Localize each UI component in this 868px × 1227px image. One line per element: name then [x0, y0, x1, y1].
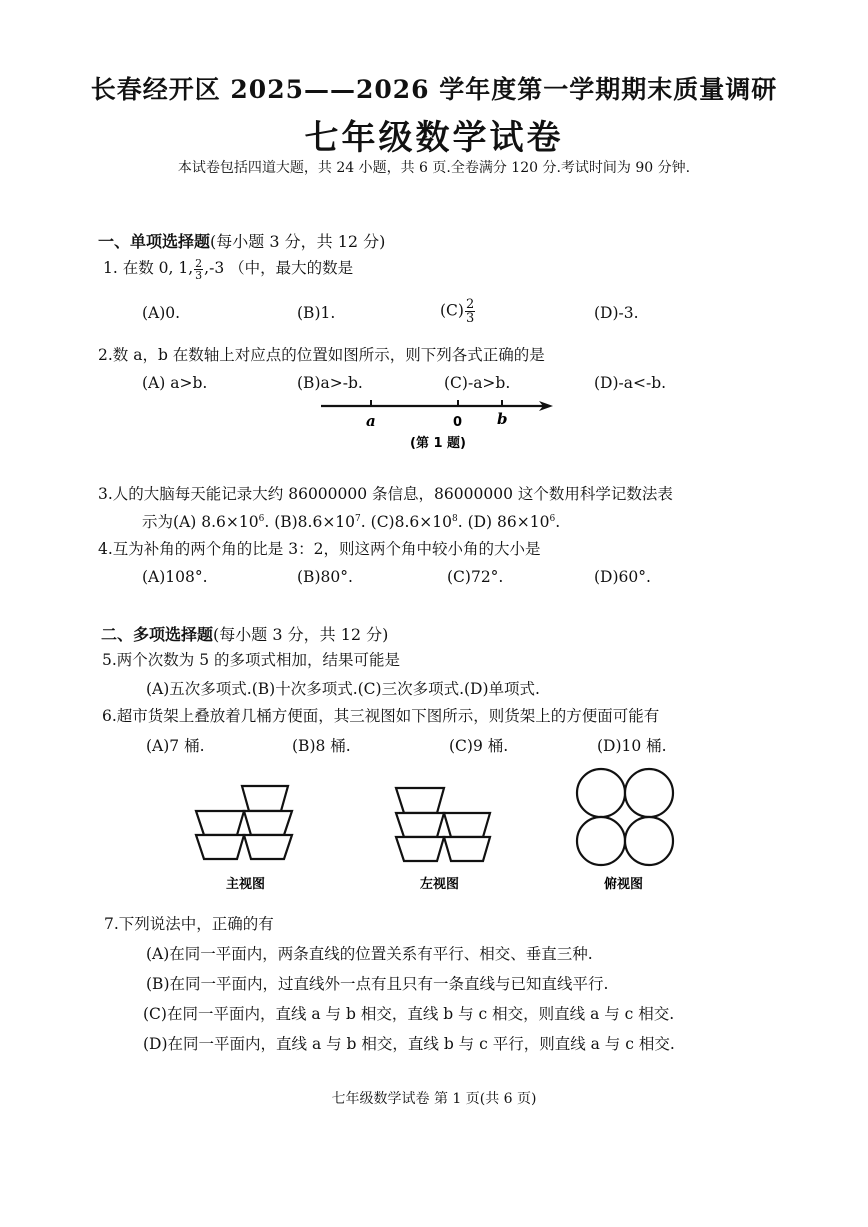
q1-option-d: (D)-3.	[594, 304, 639, 322]
q6-option-a: (A)7 桶.	[146, 737, 205, 755]
left-view-figure	[390, 780, 500, 898]
circle-top-left	[577, 769, 625, 817]
q1-option-c-num: 2	[465, 297, 475, 312]
section2-heading	[101, 622, 388, 645]
q6-option-c: (C)9 桶.	[449, 737, 509, 755]
circle-bottom-right	[625, 817, 673, 865]
q5-options: (A)五次多项式.(B)十次多项式.(C)三次多项式.(D)单项式.	[146, 680, 540, 698]
q6-stem: 6.超市货架上叠放着几桶方便面，其三视图如下图所示，则货架上的方便面可能有	[102, 707, 660, 725]
q3-option-d: (D) 86×10	[467, 513, 550, 531]
label-a: a	[366, 412, 376, 430]
q7-option-b: (B)在同一平面内，过直线外一点有且只有一条直线与已知直线平行.	[146, 975, 609, 993]
bowl-bottom-right	[244, 835, 292, 859]
circle-top-right	[625, 769, 673, 817]
q1-option-b: (B)1.	[297, 304, 336, 322]
q1-stem	[103, 256, 353, 281]
bowl-top	[242, 786, 288, 811]
q3-option-b: (B)8.6×10	[274, 513, 356, 531]
q4-option-b: (B)80°.	[297, 568, 353, 586]
q1-option-a: (A)0.	[142, 304, 181, 322]
q5-stem: 5.两个次数为 5 的多项式相加，结果可能是	[102, 651, 401, 669]
top-view-label: 俯视图	[604, 877, 644, 892]
page-footer: 七年级数学试卷 第 1 页(共 6 页)	[331, 1091, 537, 1107]
q4-option-d: (D)60°.	[594, 568, 651, 586]
q1-option-c-fraction	[465, 298, 475, 325]
q1-option-c-den: 3	[465, 311, 475, 326]
q2-option-b: (B)a>-b.	[297, 374, 363, 392]
label-b: b	[497, 410, 508, 428]
section1-heading-bold: 一、单项选择题	[98, 232, 211, 251]
q3-stem-line1: 3.人的大脑每天能记录大约 86000000 条信息，86000000 这个数用科学记数法表	[98, 485, 673, 503]
q3-option-c-exp: 8	[451, 513, 458, 524]
bowl-mid-left	[196, 811, 244, 835]
q6-option-b: (B)8 桶.	[292, 737, 351, 755]
number-line-figure	[315, 392, 565, 454]
q3-options: 示为(A) $8.6\times 10^6$. $(B)8.6\times 10^7$. $(C)8.6\times 10^8$. (D) $86\times 10^6$.	[142, 513, 561, 531]
q2-option-c: (C)-a>b.	[444, 374, 511, 392]
q1-suffix: ,-3 （中，最大的数是	[204, 259, 354, 277]
section2-heading-rest: (每小题 3 分，共 12 分)	[213, 625, 389, 644]
bowl-mid-right	[444, 813, 490, 837]
q3-option-a-exp: 6	[258, 513, 265, 524]
q7-option-a: (A)在同一平面内，两条直线的位置关系有平行、相交、垂直三种.	[146, 945, 593, 963]
q3-option-a: (A) 8.6×10	[173, 513, 259, 531]
q1-frac-num: 2	[195, 256, 203, 270]
top-view-figure	[570, 760, 680, 898]
q4-option-a: (A)108°.	[142, 568, 208, 586]
q1-prefix: 1. 在数 0, 1,	[103, 259, 194, 277]
q3-option-c: (C)8.6×10	[370, 513, 452, 531]
section1-heading	[98, 229, 385, 252]
bowl-bottom-left	[196, 835, 244, 859]
q1-option-c-prefix: (C)	[440, 301, 464, 320]
q3-option-d-exp: 6	[549, 513, 556, 524]
figure-caption: (第 1 题)	[410, 436, 466, 451]
q1-option-c	[440, 298, 476, 325]
bowl-mid-right	[244, 811, 292, 835]
section1-heading-rest: (每小题 3 分，共 12 分)	[210, 232, 386, 251]
q2-stem: 2.数 a，b 在数轴上对应点的位置如图所示，则下列各式正确的是	[98, 346, 545, 364]
q6-option-d: (D)10 桶.	[597, 737, 667, 755]
exam-title-line1: 长春经开区 2025——2026 学年度第一学期期末质量调研	[90, 75, 778, 104]
circle-bottom-left	[577, 817, 625, 865]
front-view-figure	[190, 780, 310, 898]
q3-stem-line2: 示为	[142, 513, 174, 531]
q2-option-a: (A) a>b.	[142, 374, 208, 392]
bowl-bottom-right	[444, 837, 490, 861]
q4-stem: 4.互为补角的两个角的比是 3：2，则这两个角中较小角的大小是	[98, 540, 541, 558]
q1-fraction	[194, 258, 203, 281]
q3-option-b-exp: 7	[355, 513, 361, 524]
q7-option-d: (D)在同一平面内，直线 a 与 b 相交，直线 b 与 c 平行，则直线 a 与 c 相交.	[143, 1035, 675, 1053]
label-0: 0	[453, 415, 463, 430]
q4-option-c: (C)72°.	[447, 568, 504, 586]
bowl-bottom-left	[396, 837, 444, 861]
q2-option-d: (D)-a<-b.	[594, 374, 667, 392]
q1-frac-den: 3	[195, 268, 203, 282]
section2-heading-bold: 二、多项选择题	[101, 625, 214, 644]
q7-stem: 7.下列说法中，正确的有	[104, 915, 274, 933]
front-view-label: 主视图	[226, 877, 266, 892]
q7-option-c: (C)在同一平面内，直线 a 与 b 相交，直线 b 与 c 相交，则直线 a 与 c 相交.	[143, 1005, 675, 1023]
exam-intro: 本试卷包括四道大题，共 24 小题，共 6 页.全卷满分 120 分.考试时间为 90 分钟.	[177, 160, 691, 176]
exam-title-line2: 七年级数学试卷	[304, 118, 564, 158]
left-view-label: 左视图	[420, 877, 460, 892]
bowl-mid-left	[396, 813, 444, 837]
bowl-top	[396, 788, 444, 813]
